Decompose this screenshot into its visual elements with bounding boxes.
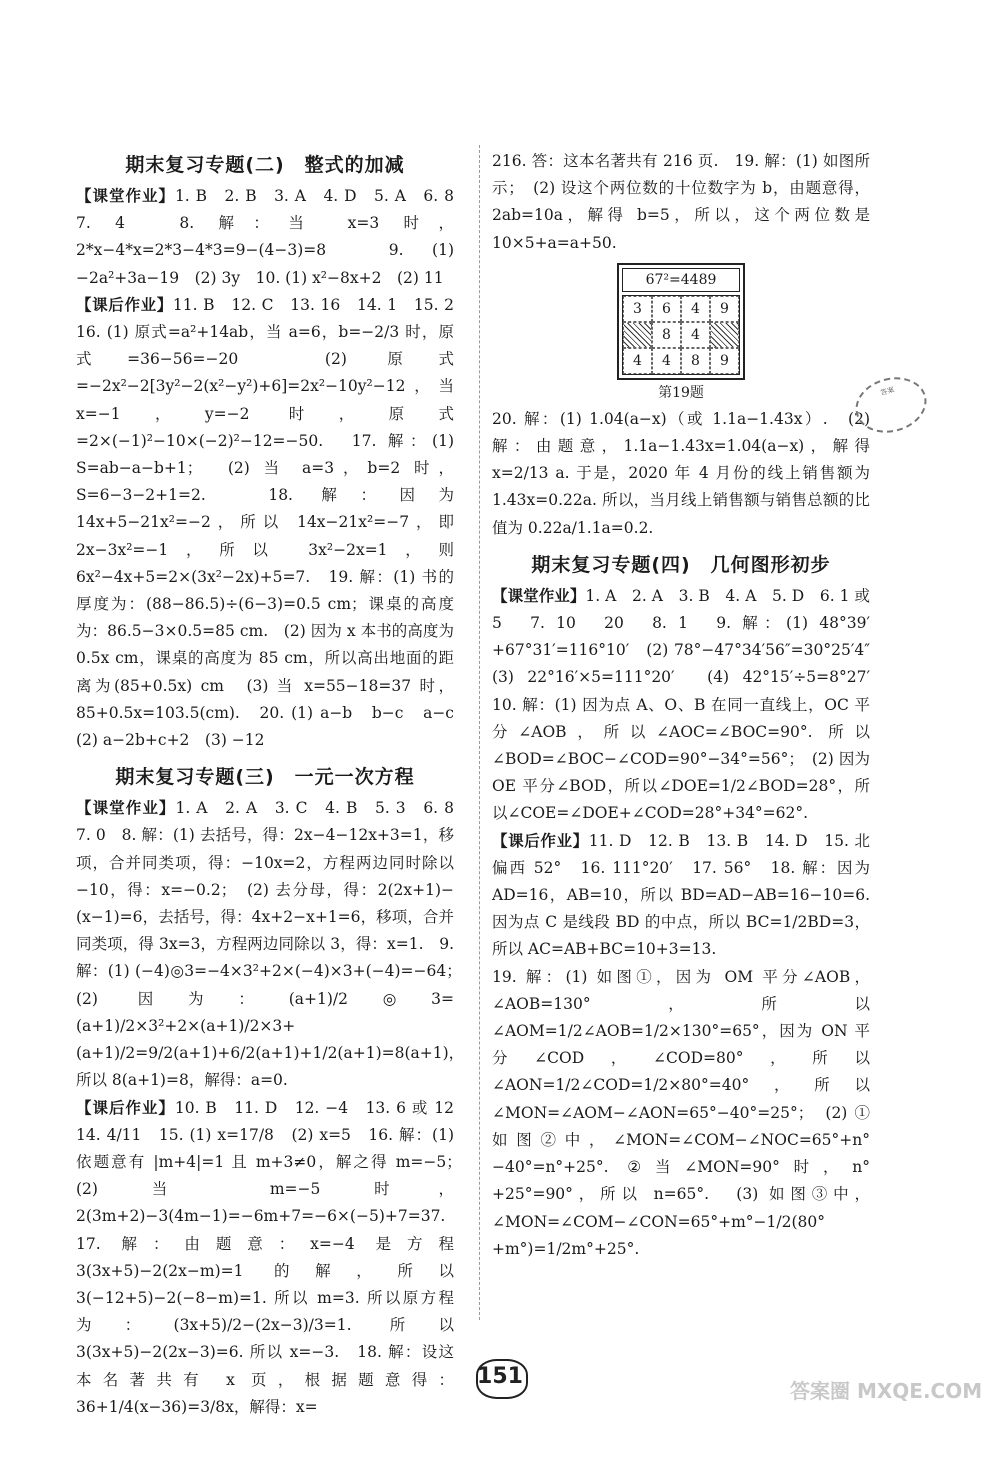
section-title-3: 期末复习专题(三) 一元一次方程 (115, 766, 415, 789)
grid-cell: 4 (623, 348, 652, 374)
s3-classwork-text: 1. A 2. A 3. C 4. B 5. 3 6. 8 7. 0 8. 解：(1) 去括号，得：2x−4−12x+3=1，移项，合并同类项，得：−10x=2，方程两边同时除以 −10，得：x=−0.2； (2) 去分母，得：2(2x+1)−(x−1)=6，去括号，得：4x+2−x+1=6，移项，合并同类项，得 3x=3，方程两边同除以 3，得：x=1. 9. 解：(1) (−4)◎3=−4×3²+2×(−4)×3+(−4)=−64； (2) 因为：(a+1)/2◎3=(a+1)/2×3²+2×(a+1)/2×3+(a+1)/2=9/2(a+1)+6/2(a+1)+1/2(a+1)=8(a+1)，所以 8(a+1)=8，解得：a=0. (76, 799, 470, 1090)
s4-homework (492, 828, 870, 964)
grid-cell: 8 (681, 348, 710, 374)
classwork-tag: 【课堂作业】 (76, 187, 175, 205)
page-number: 151 (468, 1358, 532, 1396)
figure-grid (622, 295, 740, 375)
grid-cell: 9 (710, 348, 739, 374)
s2-classwork-text: 1. B 2. B 3. A 4. D 5. A 6. 8 7. 4 8. 解：当 x=3 时，2*x−4*x=2*3−4*3=9−(4−3)=8 9. (1) −2a²+3a−19 (2) 3y 10. (1) x²−8x+2 (2) 11 (76, 187, 470, 287)
stamp-text: 答案 (879, 385, 896, 398)
grid-cell-hatched (623, 322, 652, 348)
column-divider (479, 145, 480, 1320)
s3-homework-text: 10. B 11. D 12. −4 13. 6 或 12 14. 4/11 15. (1) x=17/8 (2) x=5 16. 解：(1) 依题意有 |m+4|=1 且 m+3≠0，解之得 m=−5； (2) 当 m=−5 时，2(3m+2)−3(4m−1)=−6m+7=−6×(−5)+7=37. 17. 解：由题意：x=−4 是方程 3(3x+5)−2(2x−m)=1 的解，所以 3(−12+5)−2(−8−m)=1. 所以 m=3. 所以原方程为：(3x+5)/2−(2x−3)/3=1. 所以 3(3x+5)−2(2x−3)=6. 所以 x=−3. 18. 解：设这本名著共有 x 页，根据题意得：36+1/4(x−36)=3/8x，解得：x= (76, 1098, 470, 1416)
s4-classwork (492, 583, 886, 828)
homework-tag: 【课后作业】 (76, 295, 173, 314)
homework-tag: 【课后作业】 (492, 831, 589, 850)
figure-equation: 67²=4489 (622, 268, 740, 292)
figure-19 (617, 263, 745, 402)
section-title-4: 期末复习专题(四) 几何图形初步 (531, 553, 831, 576)
grid-cell: 3 (623, 296, 652, 322)
grid-cell: 6 (652, 296, 681, 322)
figure-box (617, 263, 745, 380)
grid-cell: 4 (681, 322, 710, 348)
left-column (76, 148, 470, 1421)
s4-answer-19: 19. 解：(1) 如图①，因为 OM 平分∠AOB，∠AOB=130°，所以∠AOM=1/2∠AOB=1/2×130°=65°，因为 ON 平分∠COD，∠COD=80°，所以∠AON=1/2∠COD=1/2×80°=40°，所以∠MON=∠AOM−∠AON=65°−40°=25°； (2) ①如图②中，∠MON=∠COM−∠NOC=65°+n°−40°=n°+25°. ②当∠MON=90°时，n°+25°=90°，所以 n=65°. (3) 如图③中，∠MON=∠COM−∠CON=65°+m°−1/2(80°+m°)=1/2m°+25°. (492, 967, 870, 1258)
homework-tag: 【课后作业】 (76, 1098, 175, 1117)
grid-cell: 4 (681, 296, 710, 322)
grid-cell: 8 (652, 322, 681, 348)
grid-cell: 4 (652, 348, 681, 374)
grid-cell: 9 (710, 296, 739, 322)
classwork-tag: 【课堂作业】 (492, 586, 586, 605)
section-title-2: 期末复习专题(二) 整式的加减 (125, 154, 405, 176)
grid-cell-hatched (710, 322, 739, 348)
s3-classwork (76, 795, 470, 1094)
figure-caption: 第19题 (658, 384, 704, 401)
s3-homework (76, 1095, 470, 1421)
s2-homework-text: 11. B 12. C 13. 16 14. 1 15. 2 16. (1) 原式=a²+14ab，当 a=6，b=−2/3 时，原式=36−56=−20 (2) 原式=−2x²−2[3y²−2(x²−y²)+6]=2x²−10y²−12，当 x=−1，y=−2 时，原式=2×(−1)²−10×(−2)²−12=−50. 17. 解：(1) S=ab−a−b+1； (2) 当 a=3，b=2 时，S=6−3−2+1=2. 18. 解：因为 14x+5−21x²=−2，所以 14x−21x²=−7，即 2x−3x²=−1，所以 3x²−2x=1，则 6x²−4x+5=2×(3x²−2x)+5=7. 19. 解：(1) 书的厚度为：(88−86.5)÷(6−3)=0.5 cm；课桌的高度为：86.5−3×0.5=85 cm. (2) 因为 x 本书的高度为 0.5x cm，课桌的高度为 85 cm，所以高出地面的距离为(85+0.5x) cm (3) 当 x=55−18=37 时，85+0.5x=103.5(cm). 20. (1) a−b b−c a−c (2) a−2b+c+2 (3) −12 (76, 295, 470, 750)
answer-20: 20. 解：(1) 1.04(a−x)（或 1.1a−1.43x）. (2) 解：由题意，1.1a−1.43x=1.04(a−x)，解得 x=2/13 a. 于是，2020 年 4 月份的线上销售额为 1.43x=0.22a. 所以，当月线上销售额与销售总额的比值为 0.22a/1.1a=0.2. (492, 409, 870, 537)
watermark-logo: 答案圈 MXQE.COM (790, 1379, 983, 1403)
s2-classwork (76, 183, 470, 292)
s2-homework (76, 292, 470, 754)
continued-answer: 216. 答：这本名著共有 216 页. 19. 解：(1) 如图所示； (2) 设这个两位数的十位数字为 b，由题意得，2ab=10a，解得 b=5，所以，这个两位数是 10×5+a=a+50. (492, 152, 870, 252)
s4-homework-text: 11. D 12. B 13. B 14. D 15. 北偏西 52° 16. 111°20′ 17. 56° 18. 解：因为 AD=16，AB=10，所以 BD=AD−AB=16−10=6. 因为点 C 是线段 BD 的中点，所以 BC=1/2BD=3，所以 AC=AB+BC=10+3=13. (492, 831, 870, 959)
right-column (492, 148, 886, 1263)
classwork-tag: 【课堂作业】 (76, 799, 176, 818)
s4-classwork-text: 1. A 2. A 3. B 4. A 5. D 6. 1 或 5 7. 10 20 8. 1 9. 解：(1) 48°39′+67°31′=116°10′ (2) 78°−47°34′56″=30°25′4″ (3) 22°16′×5=111°20′ (4) 42°15′÷5=8°27′ 10. 解：(1) 因为点 A、O、B 在同一直线上，OC 平分∠AOB，所以∠AOC=∠BOC=90°. 所以∠BOD=∠BOC−∠COD=90°−34°=56°； (2) 因为 OE 平分∠BOD，所以∠DOE=1/2∠BOD=28°，所以∠COE=∠DOE+∠COD=28°+34°=62°. (492, 586, 886, 823)
